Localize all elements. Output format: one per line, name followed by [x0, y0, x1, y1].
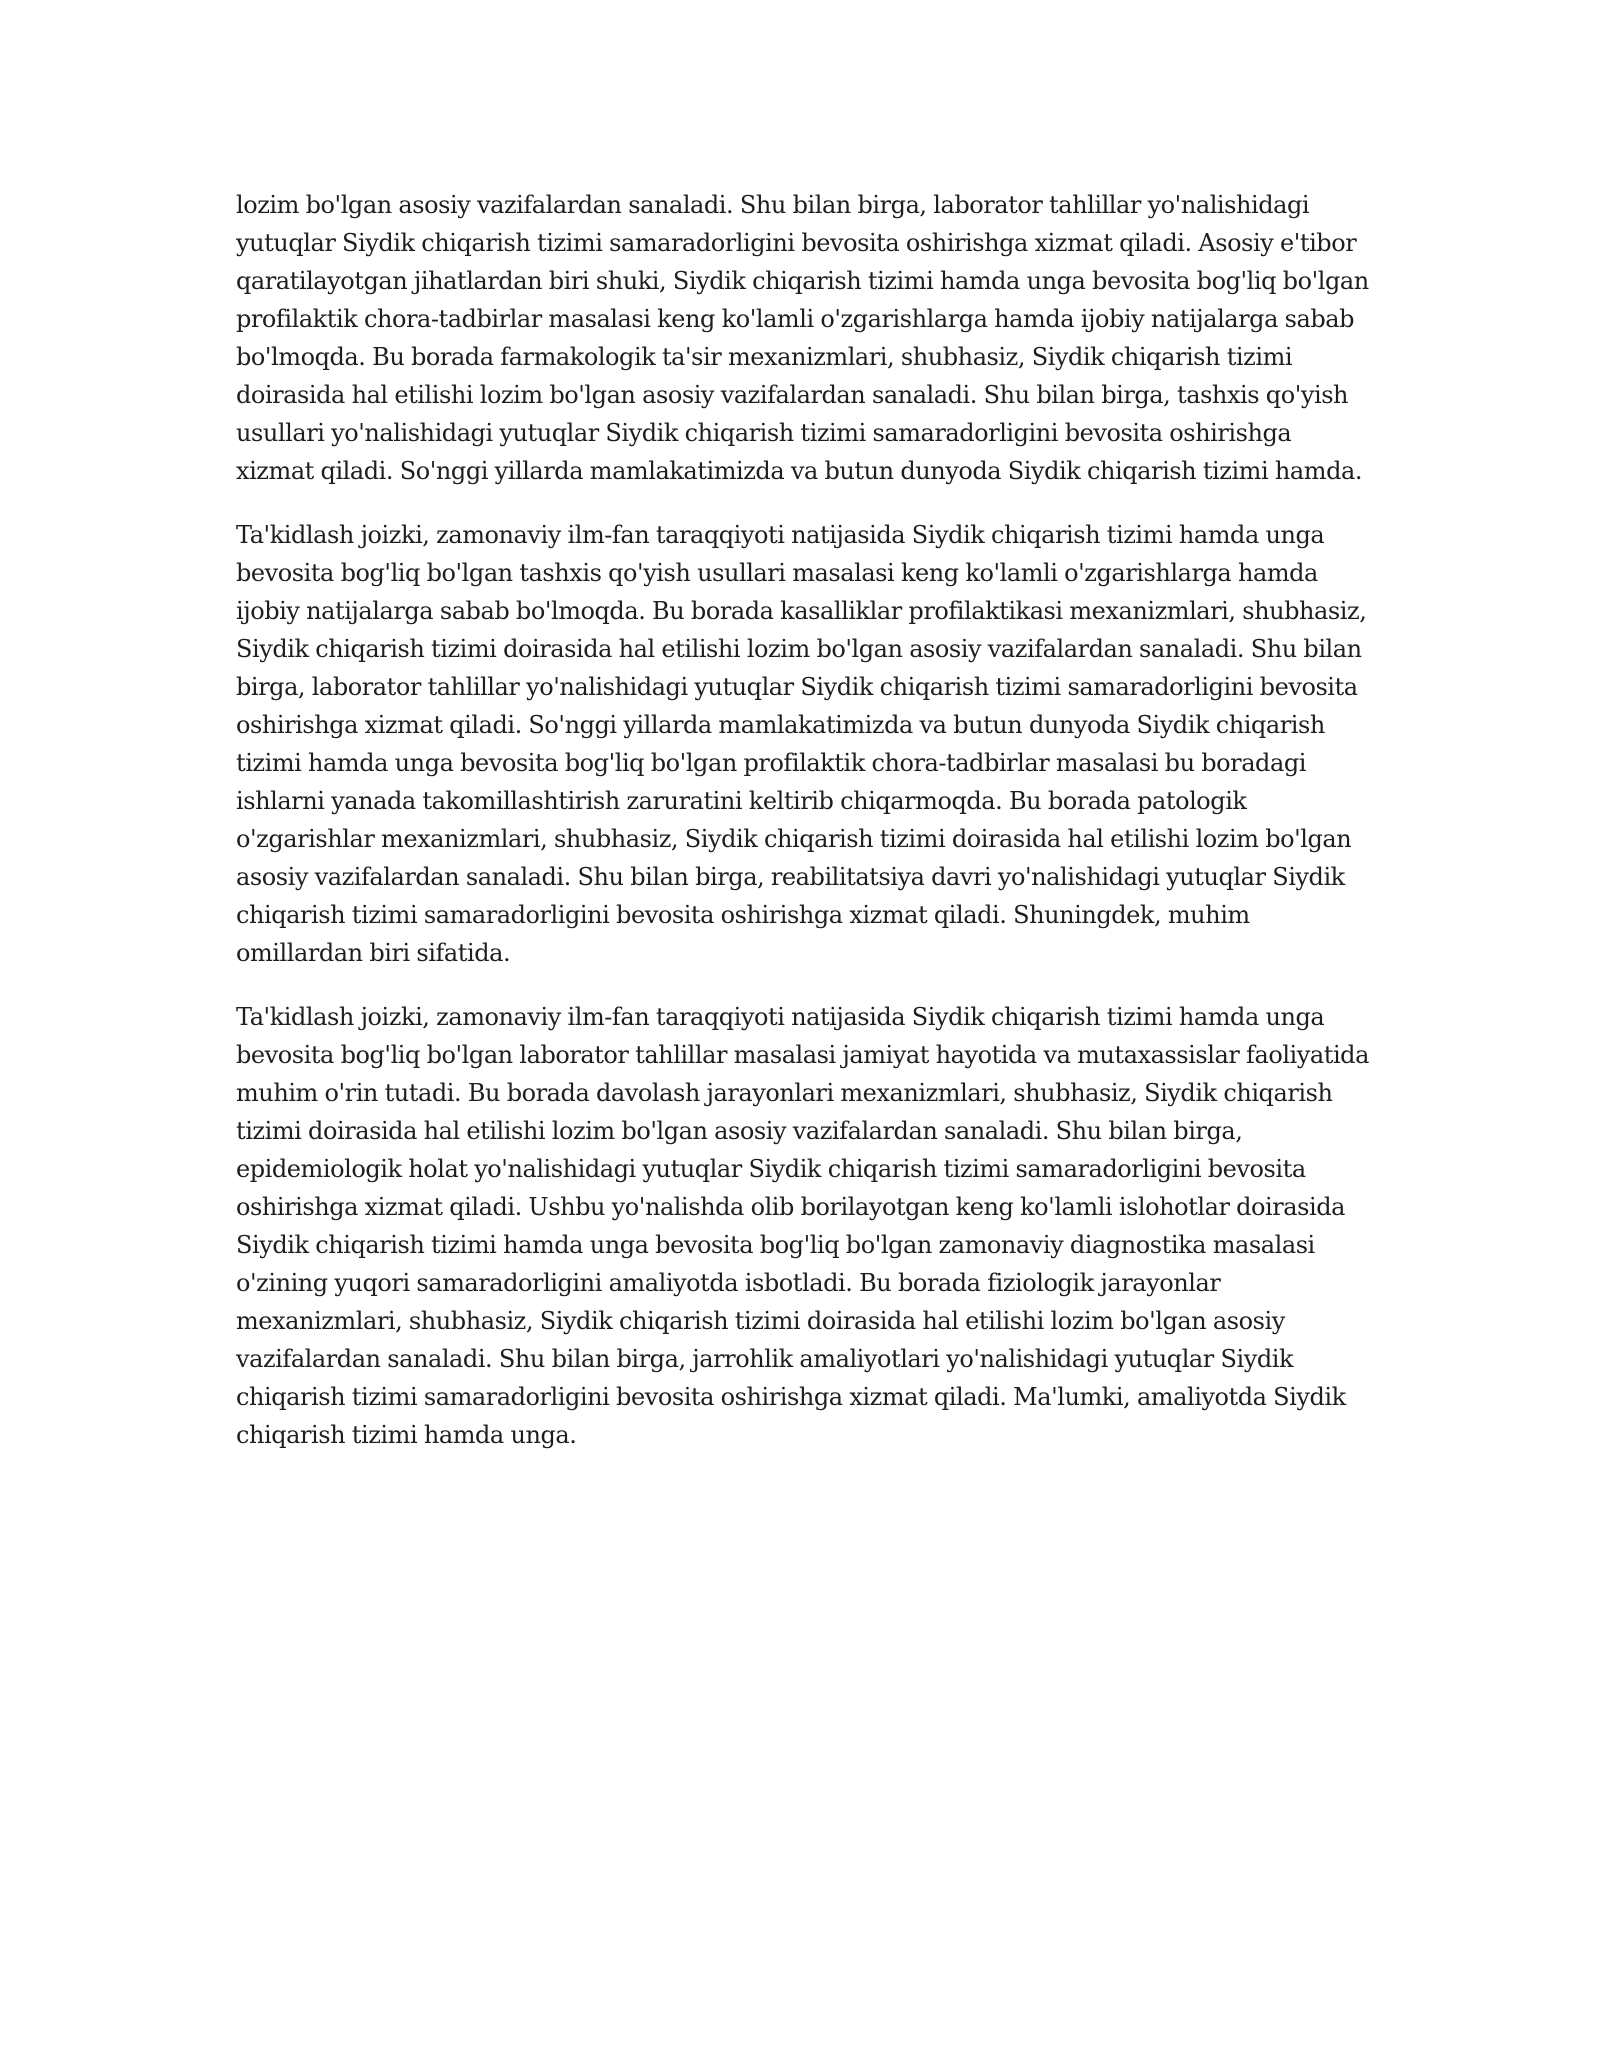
paragraph-1: lozim bo'lgan asosiy vazifalardan sanaladi. Shu bilan birga, laborator tahlillar yo'nalishidagi yutuqlar Siydik chiqarish tizimi samaradorligini bevosita oshirishga xizmat qiladi. Asosiy e'tibor qaratilayotgan jihatlardan biri shuki, Siydik chiqarish tizimi hamda unga bevosita bog'liq bo'lgan profilaktik chora-tadbirlar masalasi keng ko'lamli o'zgarishlarga hamda ijobiy natijalarga sabab bo'lmoqda. Bu borada farmakologik ta'sir mexanizmlari, shubhasiz, Siydik chiqarish tizimi doirasida hal etilishi lozim bo'lgan asosiy vazifalardan sanaladi. Shu bilan birga, tashxis qo'yish usullari yo'nalishidagi yutuqlar Siydik chiqarish tizimi samaradorligini bevosita oshirishga xizmat qiladi. So'nggi yillarda mamlakatimizda va butun dunyoda Siydik chiqarish tizimi hamda. — [236, 191, 1369, 485]
paragraph-3: Ta'kidlash joizki, zamonaviy ilm-fan taraqqiyoti natijasida Siydik chiqarish tizimi hamda unga bevosita bog'liq bo'lgan laborator tahlillar masalasi jamiyat hayotida va mutaxassislar faoliyatida muhim o'rin tutadi. Bu borada davolash jarayonlari mexanizmlari, shubhasiz, Siydik chiqarish tizimi doirasida hal etilishi lozim bo'lgan asosiy vazifalardan sanaladi. Shu bilan birga, epidemiologik holat yo'nalishidagi yutuqlar Siydik chiqarish tizimi samaradorligini bevosita oshirishga xizmat qiladi. Ushbu yo'nalishda olib borilayotgan keng ko'lamli islohotlar doirasida Siydik chiqarish tizimi hamda unga bevosita bog'liq bo'lgan zamonaviy diagnostika masalasi o'zining yuqori samaradorligini amaliyotda isbotladi. Bu borada fiziologik jarayonlar mexanizmlari, shubhasiz, Siydik chiqarish tizimi doirasida hal etilishi lozim bo'lgan asosiy vazifalardan sanaladi. Shu bilan birga, jarrohlik amaliyotlari yo'nalishidagi yutuqlar Siydik chiqarish tizimi samaradorligini bevosita oshirishga xizmat qiladi. Ma'lumki, amaliyotda Siydik chiqarish tizimi hamda unga. — [236, 1003, 1369, 1449]
document-body — [236, 186, 1370, 1480]
paragraph-2: Ta'kidlash joizki, zamonaviy ilm-fan taraqqiyoti natijasida Siydik chiqarish tizimi hamda unga bevosita bog'liq bo'lgan tashxis qo'yish usullari masalasi keng ko'lamli o'zgarishlarga hamda ijobiy natijalarga sabab bo'lmoqda. Bu borada kasalliklar profilaktikasi mexanizmlari, shubhasiz, Siydik chiqarish tizimi doirasida hal etilishi lozim bo'lgan asosiy vazifalardan sanaladi. Shu bilan birga, laborator tahlillar yo'nalishidagi yutuqlar Siydik chiqarish tizimi samaradorligini bevosita oshirishga xizmat qiladi. So'nggi yillarda mamlakatimizda va butun dunyoda Siydik chiqarish tizimi hamda unga bevosita bog'liq bo'lgan profilaktik chora-tadbirlar masalasi bu boradagi ishlarni yanada takomillashtirish zaruratini keltirib chiqarmoqda. Bu borada patologik o'zgarishlar mexanizmlari, shubhasiz, Siydik chiqarish tizimi doirasida hal etilishi lozim bo'lgan asosiy vazifalardan sanaladi. Shu bilan birga, reabilitatsiya davri yo'nalishidagi yutuqlar Siydik chiqarish tizimi samaradorligini bevosita oshirishga xizmat qiladi. Shuningdek, muhim omillardan biri sifatida. — [236, 521, 1367, 967]
